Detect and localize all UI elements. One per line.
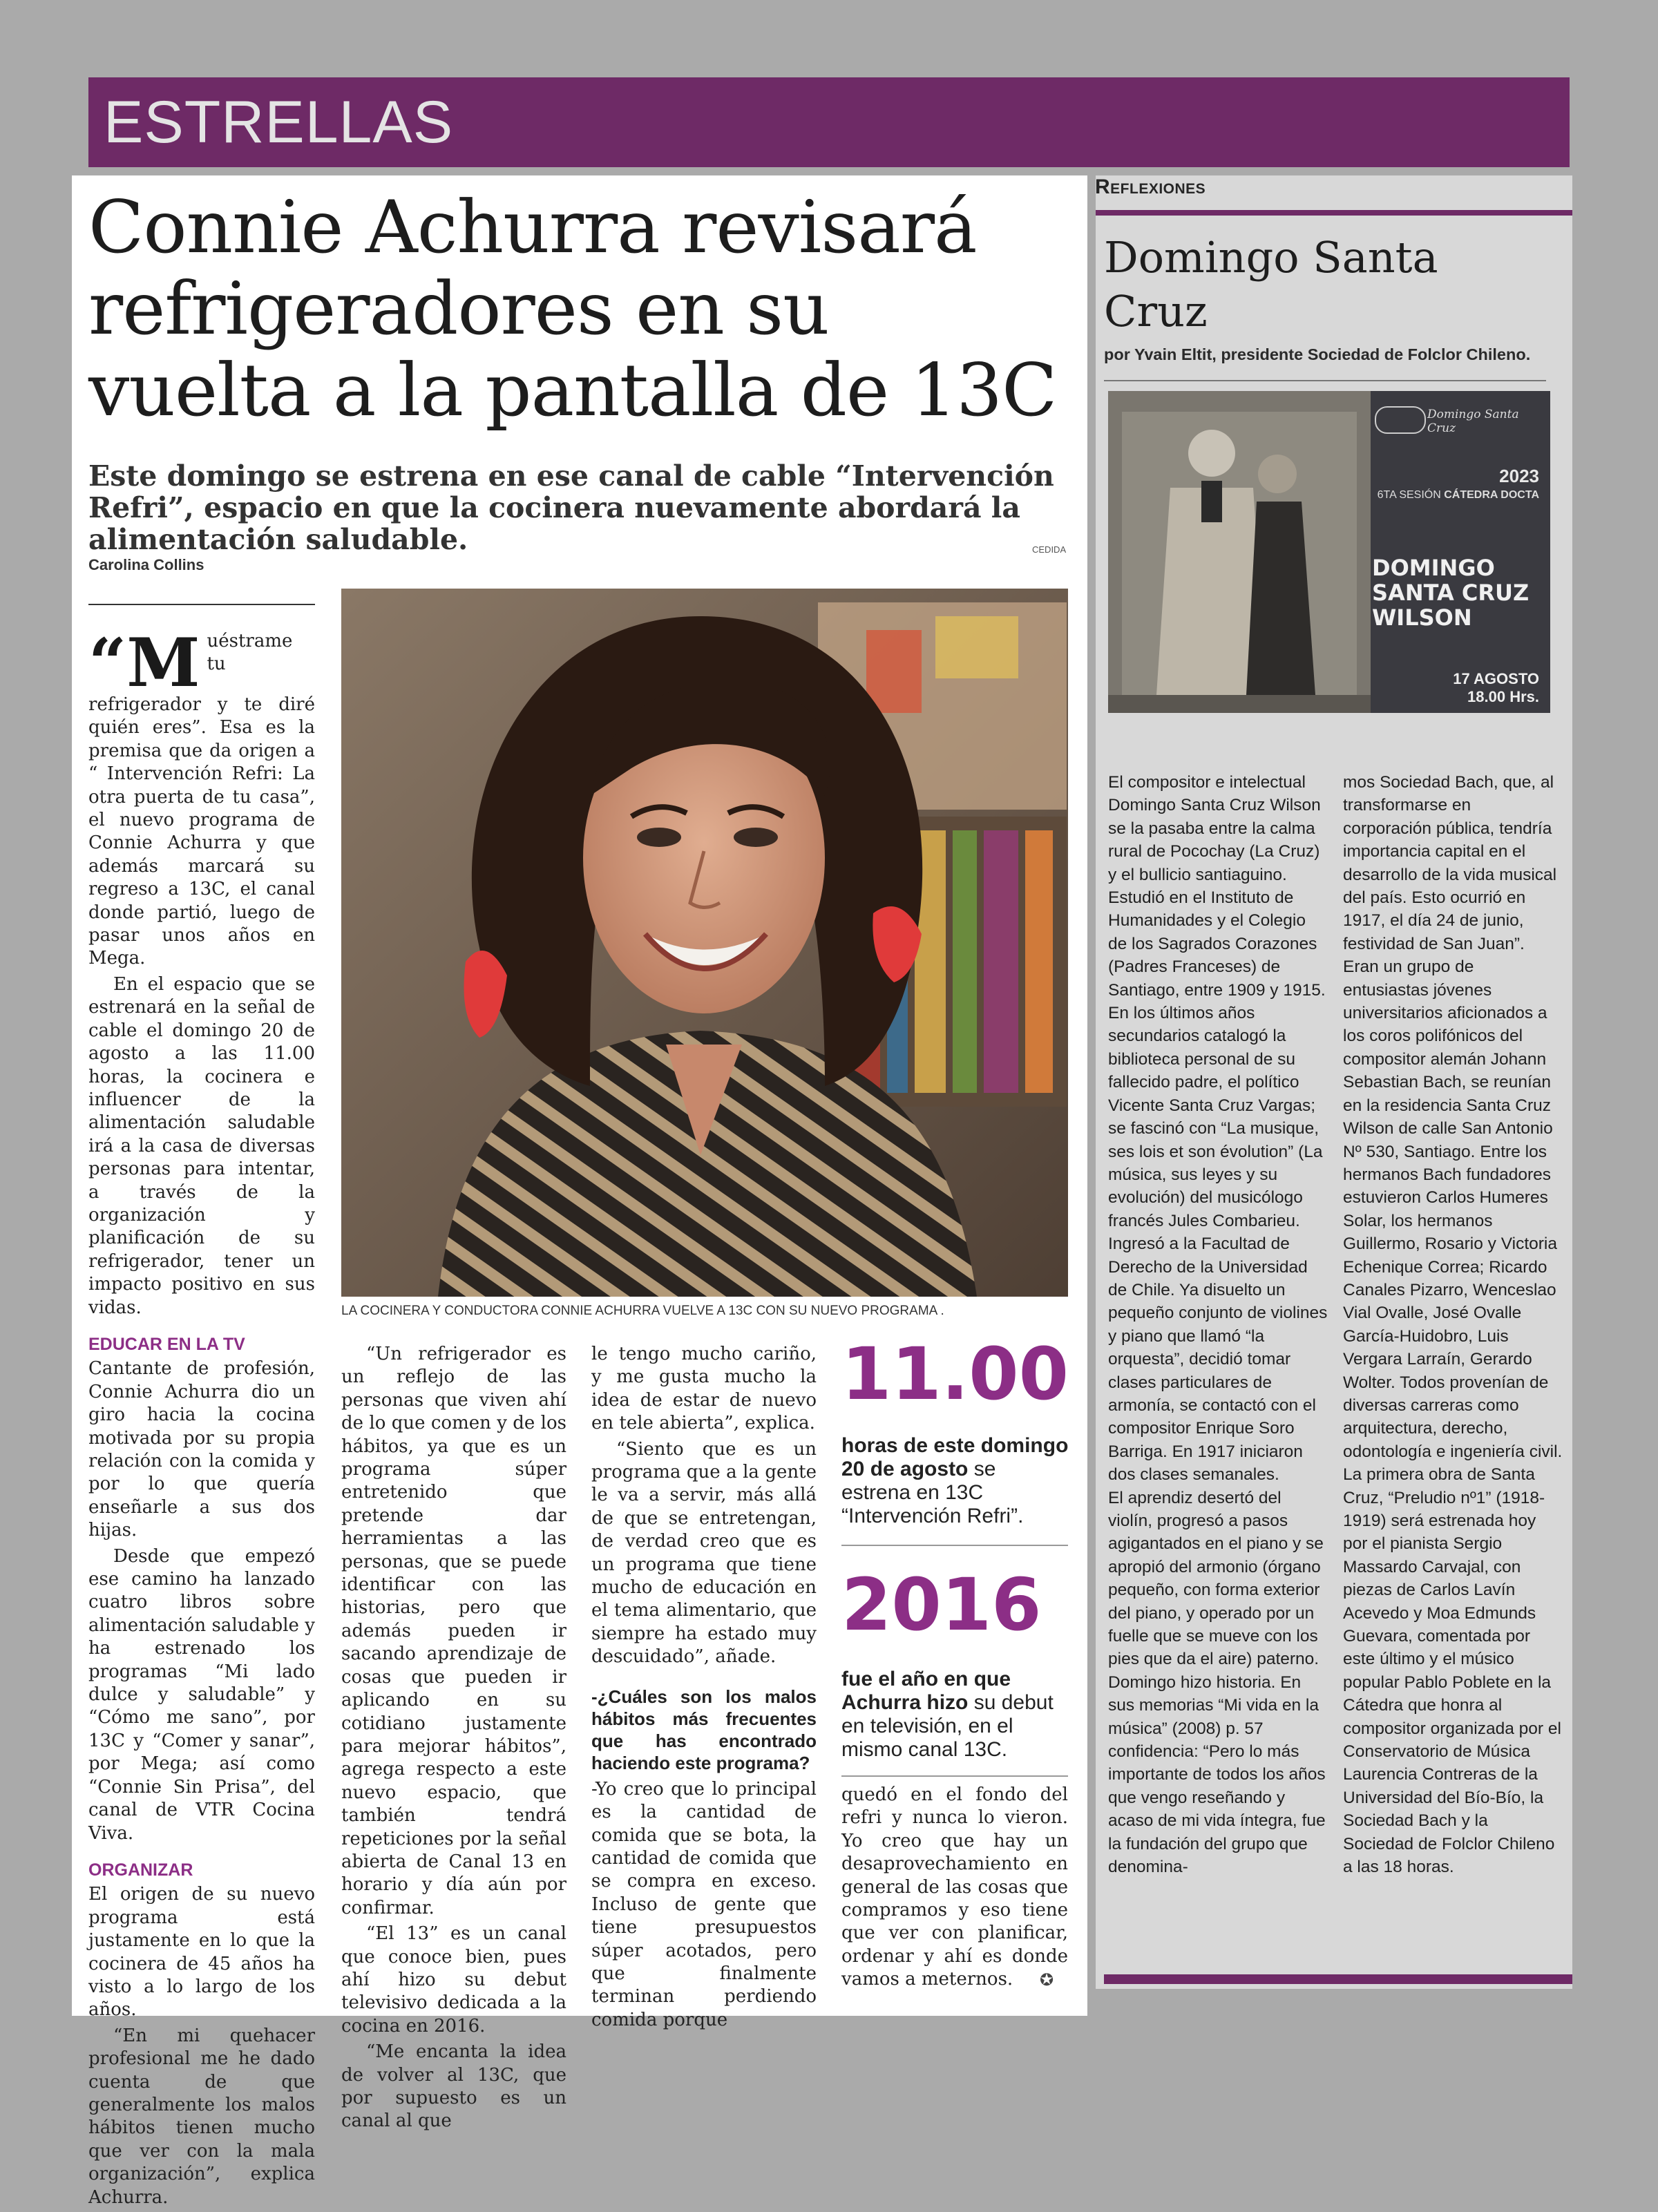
end-mark-icon: ✪	[1040, 1971, 1054, 1990]
paragraph: Ingresó a la Facultad de Derecho de la Universidad de Chile. Ya disuelto un pequeño conjunto de violines y piano que llamó “la orquesta”, decidió tomar clases particulares de armonía, se contactó con el compositor Enrique Soro Barriga. En 1917 iniciaron dos clases semanales.	[1108, 1234, 1328, 1485]
paragraph: Desde que empezó ese camino ha lanzado cuatro libros sobre alimentación saludable y ha estrenado los programas “Mi lado dulce y saludable” y “Cómo me sano”, por 13C y “Comer y sanar”, por Mega; así como “Connie Sin Prisa”, del canal de VTR Cocina Viva.	[88, 1545, 315, 1844]
paragraph: quedó en el fondo del refri y nunca lo vieron. Yo creo que hay un desaprovechamiento en general de las cosas que compramos y eso tiene que ver con planificar, ordenar y ahí es donde vamos a meternos.	[841, 1784, 1068, 1990]
headline: Connie Achurra revisará refrigeradores en su vuelta a la pantalla de 13C	[88, 185, 1057, 432]
paragraph: mos Sociedad Bach, que, al transformarse en corporación pública, tendría importancia capital en el desarrollo de la vida musical del país. Esto ocurrió en 1917, el día 24 de junio, festividad de San Juan”.	[1343, 773, 1557, 953]
interview-question: -¿Cuáles son los malos hábitos más frecuentes que has encontrado haciendo este programa?	[591, 1686, 817, 1773]
event-poster	[1108, 391, 1550, 713]
poster-session: 6TA SESIÓN CÁTEDRA DOCTA	[1377, 489, 1539, 501]
poster-photo-illustration	[1108, 391, 1550, 713]
sidebar-column-1	[1108, 771, 1329, 1879]
paragraph: Cantante de profesión, Connie Achurra dio un giro hacia la cocina motivada por su propia relación con la comida y por lo que quería enseñarle a sus dos hijas.	[88, 1358, 315, 1541]
sidebar-bottom-bar	[1104, 1974, 1572, 1984]
sidebar-column-2	[1343, 771, 1563, 1879]
sidebar-label: Reflexiones	[1095, 175, 1206, 198]
photo-caption: LA COCINERA Y CONDUCTORA CONNIE ACHURRA VUELVE A 13C CON SU NUEVO PROGRAMA .	[341, 1304, 944, 1318]
standfirst: Este domingo se estrena en ese canal de cable “Intervención Refri”, espacio en que la cocinera nuevamente abordará la alimentación saludable.	[88, 459, 1054, 556]
paragraph: El compositor e intelectual Domingo Santa Cruz Wilson se la pasaba entre la calma rural de Pocochay (La Cruz) y el bullicio santiaguino.	[1108, 773, 1321, 884]
dropcap: “M	[88, 624, 200, 702]
lead-paragraph: “M uéstrame tu refrigerador y te diré quién eres”. Esa es la premisa que da origen a “ Intervención Refri: La otra puerta de tu casa”, el nuevo programa de Connie Achurra y que además marcará su regreso a 13C, el canal donde partió, luego de pasar unos años en Mega.	[88, 624, 315, 969]
article-column-3	[591, 1343, 817, 2034]
photo-credit: CEDIDA	[1032, 544, 1067, 555]
section-title: ESTRELLAS	[104, 89, 454, 155]
sidebar-byline-rule	[1104, 380, 1546, 381]
paragraph: Estudió en el Instituto de Humanidades y el Colegio de los Sagrados Corazones (Padres Franceses) de Santiago, entre 1909 y 1915. En los últimos años secundarios catalogó la biblioteca personal de su fallecido padre, el político Vicente Santa Cruz Vargas; se fascinó con “La musique, ses lois et son évolution” (La música, sus leyes y su evolución) del musicólogo francés Jules Combarieu.	[1108, 888, 1326, 1230]
paragraph: le tengo mucho cariño, y me gusta mucho la idea de estar de nuevo en tele abierta”, explica.	[591, 1344, 817, 1434]
paragraph: “Me encanta la idea de volver al 13C, que por supuesto es un canal al que	[341, 2041, 566, 2132]
paragraph: -Yo creo que lo principal es la cantidad de comida que se bota, la cantidad de comida que se compra en exceso. Incluso de gente que tiene presupuestos súper acotados, pero que finalmente terminan perdiendo comida porque	[591, 1778, 817, 2030]
poster-datetime: 17 AGOSTO 18.00 Hrs.	[1453, 670, 1539, 705]
article-column-4	[841, 1784, 1068, 1994]
paragraph: Eran un grupo de entusiastas jóvenes universitarios aficionados a los coros polifónicos del compositor alemán Johann Sebastian Bach, se reunían en la residencia Santa Cruz Wilson de calle San Antonio Nº 530, Santiago. Entre los hermanos Bach fundadores estuvieron Carlos Humeres Solar, los hermanos Guillermo, Rosario y Victoria Echenique Correa; Ricardo Canales Pizarro, Wenceslao Vial Ovalle, José Ovalle García-Huidobro, Luis Vergara Larraín, Gerardo Wolter. Todos provenían de diversas carreras como arquitectura, derecho, odontología e ingeniería civil.	[1343, 957, 1563, 1461]
sidebar-rule	[1096, 210, 1572, 216]
sidebar-byline: por Yvain Eltit, presidente Sociedad de Folclor Chileno.	[1104, 345, 1531, 363]
paragraph: “En mi quehacer profesional me he dado cuenta de que generalmente los malos hábitos tienen mucho que ver con la mala organización”, explica Achurra.	[88, 2025, 315, 2208]
poster-logo-text: Domingo Santa Cruz	[1427, 408, 1519, 435]
stat-divider	[841, 1775, 1068, 1777]
paragraph: El origen de su nuevo programa está justamente en lo que la cocinera de 45 años ha visto a lo largo de los años.	[88, 1884, 315, 2021]
subhead: EDUCAR EN LA TV	[88, 1334, 245, 1354]
stat-divider	[841, 1545, 1068, 1546]
paragraph: La primera obra de Santa Cruz, “Preludio nº1” (1918-1919) será estrenada hoy por el pianista Sergio Massardo Carvajal, con piezas de Carlos Lavín Acevedo y Moa Edmunds Guevara, comentada por este último y el músico popular Pablo Poblete en la Cátedra que honra al compositor organizada por el Conservatorio de Música Laurencia Contreras de la Universidad del Bío-Bío, la Sociedad Bach y la Sociedad de Folclor Chileno a las 18 horas.	[1343, 1465, 1561, 1877]
sidebar-title: Domingo Santa Cruz	[1104, 232, 1438, 336]
poster-year: 2023	[1499, 466, 1539, 486]
column-top-rule	[88, 604, 315, 605]
paragraph: “Siento que es un programa que a la gente le va a servir, más allá de que se entretengan, de verdad creo que es un programa que tiene mucho de educación en el tema alimentario, que siempre ha estado muy descuidado”, añade.	[591, 1438, 817, 1668]
stat-number-1: 11.00	[841, 1332, 1069, 1416]
poster-logo-icon	[1375, 406, 1426, 434]
subhead: ORGANIZAR	[88, 1860, 193, 1880]
paragraph: En el espacio que se estrenará en la señal de cable el domingo 20 de agosto a las 11.00 horas, la cocinera e influencer de la alimentación saludable irá a la casa de diversas personas para intentar, a través de la organización y planificación de su refrigerador, tener un impacto positivo en sus vidas.	[88, 973, 315, 1318]
article-column-2	[341, 1343, 566, 2136]
author-byline: Carolina Collins	[88, 556, 204, 573]
paragraph: Domingo hizo historia. En sus memorias “Mi vida en la música” (2008) p. 57 confidencia: “Pero lo más importante de todos los años que vengo reseñando y acaso de mi vida íntegra, fue la fundación del grupo que denomina-	[1108, 1672, 1326, 1877]
portrait-illustration	[341, 589, 1068, 1297]
paragraph: “El 13” es un canal que conoce bien, pues ahí hizo su debut televisivo dedicada a la cocina en 2016.	[341, 1923, 566, 2037]
paragraph: “Un refrigerador es un reflejo de las personas que viven ahí de lo que comen y de los hábitos, ya que es un programa súper entretenido que pretende dar herramientas a las personas, que se puede identificar con las historias, pero que además pueden ir sacando aprendizaje de cosas que pueden ir aplicando en su cotidiano justamente para mejorar hábitos”, agrega respecto a este nuevo espacio, que también tendrá repeticiones por la señal abierta de Canal 13 en horario y día aún por confirmar.	[341, 1344, 566, 1918]
stat-number-2: 2016	[841, 1563, 1042, 1647]
article-photo	[341, 589, 1068, 1297]
stat-text-2: fue el año en que Achurra hizo su debut en televisión, en el mismo canal 13C.	[841, 1668, 1054, 1761]
article-column-1	[88, 624, 315, 2212]
paragraph: El aprendiz desertó del violín, progresó a pasos agigantados en el piano y se apropió del armonio (órgano pequeño, con forma exterior del piano, y operado por un fuelle que se mueve con los pies que da el aire) paterno.	[1108, 1488, 1324, 1669]
stat-text-1: horas de este domingo 20 de agosto se estrena en 13C “Intervención Refri”.	[841, 1434, 1069, 1527]
poster-name: DOMINGO SANTA CRUZ WILSON	[1372, 555, 1530, 631]
